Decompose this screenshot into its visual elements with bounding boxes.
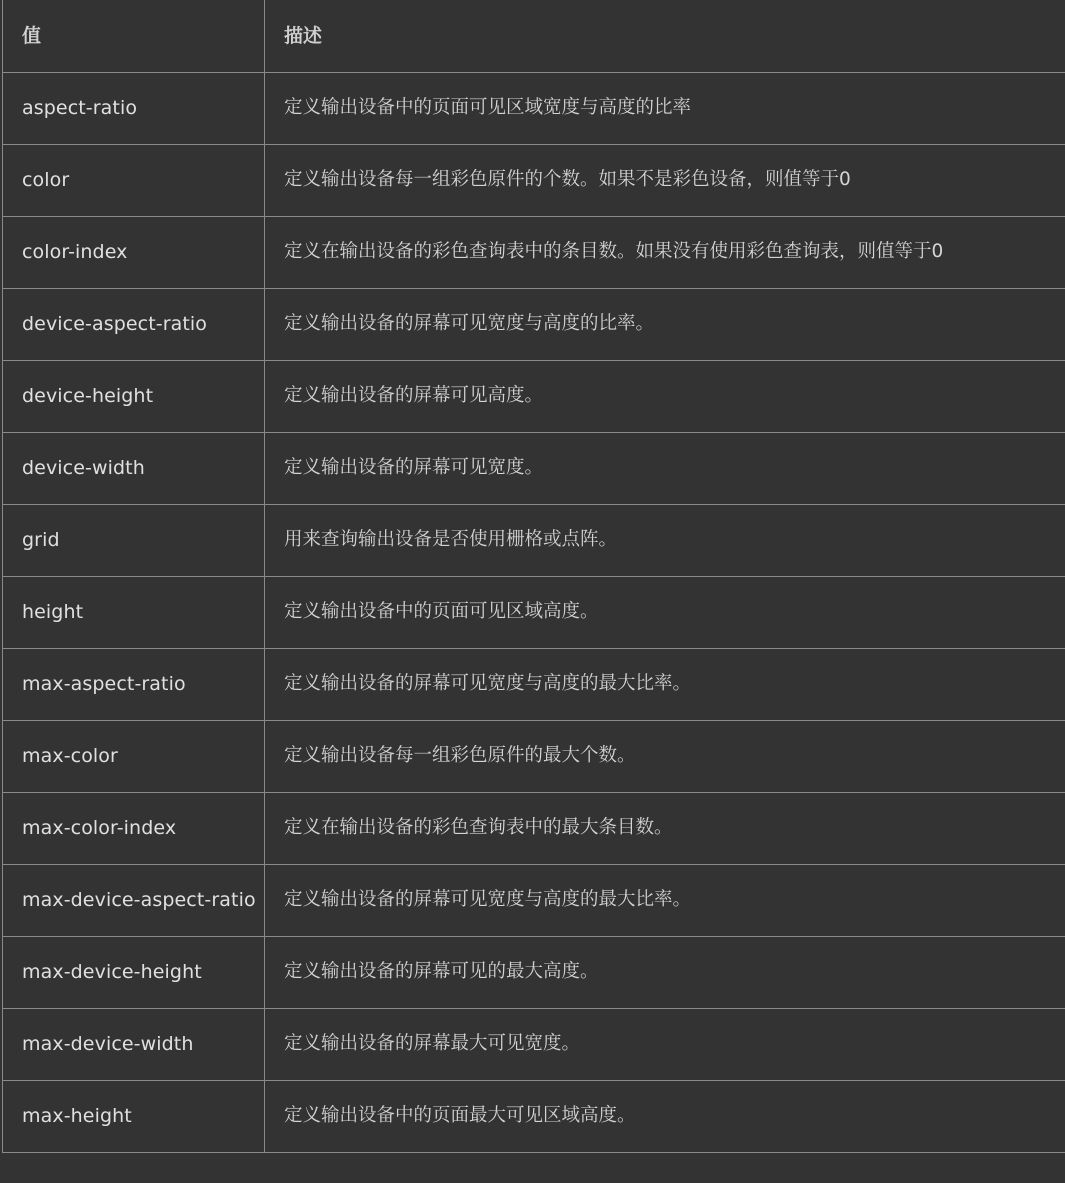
table-body [3, 72, 1065, 1152]
header-row [3, 0, 1065, 72]
row-value: max-color-index [3, 792, 265, 864]
row-description: 定义输出设备的屏幕最大可见宽度。 [265, 1008, 1065, 1080]
row-description: 定义输出设备中的页面可见区域高度。 [265, 576, 1065, 648]
row-value: max-aspect-ratio [3, 648, 265, 720]
table-row [3, 1080, 1065, 1152]
row-value: device-height [3, 360, 265, 432]
media-feature-table [2, 0, 1065, 1153]
table-row [3, 144, 1065, 216]
row-value: max-color [3, 720, 265, 792]
table-row [3, 72, 1065, 144]
row-description: 定义输出设备的屏幕可见宽度与高度的最大比率。 [265, 648, 1065, 720]
header-description: 描述 [265, 0, 1065, 72]
row-description: 定义在输出设备的彩色查询表中的条目数。如果没有使用彩色查询表，则值等于0 [265, 216, 1065, 288]
row-value: max-device-height [3, 936, 265, 1008]
row-value: grid [3, 504, 265, 576]
table-row [3, 432, 1065, 504]
row-description: 定义输出设备每一组彩色原件的个数。如果不是彩色设备，则值等于0 [265, 144, 1065, 216]
row-description: 定义输出设备每一组彩色原件的最大个数。 [265, 720, 1065, 792]
row-description: 定义输出设备的屏幕可见宽度与高度的比率。 [265, 288, 1065, 360]
row-value: height [3, 576, 265, 648]
table-row [3, 792, 1065, 864]
row-description: 定义输出设备的屏幕可见宽度。 [265, 432, 1065, 504]
table-row [3, 576, 1065, 648]
table-row [3, 216, 1065, 288]
table-row [3, 1008, 1065, 1080]
row-value: device-width [3, 432, 265, 504]
row-value: color-index [3, 216, 265, 288]
row-value: max-height [3, 1080, 265, 1152]
media-feature-table-container [2, 0, 1065, 1153]
table-row [3, 648, 1065, 720]
row-description: 定义在输出设备的彩色查询表中的最大条目数。 [265, 792, 1065, 864]
table-row [3, 720, 1065, 792]
table-header [3, 0, 1065, 72]
row-description: 定义输出设备中的页面可见区域宽度与高度的比率 [265, 72, 1065, 144]
row-value: device-aspect-ratio [3, 288, 265, 360]
row-value: color [3, 144, 265, 216]
row-value: max-device-width [3, 1008, 265, 1080]
row-description: 用来查询输出设备是否使用栅格或点阵。 [265, 504, 1065, 576]
row-description: 定义输出设备的屏幕可见宽度与高度的最大比率。 [265, 864, 1065, 936]
table-row [3, 864, 1065, 936]
table-row [3, 936, 1065, 1008]
table-row [3, 504, 1065, 576]
table-row [3, 288, 1065, 360]
header-value: 值 [3, 0, 265, 72]
row-description: 定义输出设备的屏幕可见高度。 [265, 360, 1065, 432]
row-description: 定义输出设备中的页面最大可见区域高度。 [265, 1080, 1065, 1152]
row-value: aspect-ratio [3, 72, 265, 144]
table-row [3, 360, 1065, 432]
row-description: 定义输出设备的屏幕可见的最大高度。 [265, 936, 1065, 1008]
row-value: max-device-aspect-ratio [3, 864, 265, 936]
